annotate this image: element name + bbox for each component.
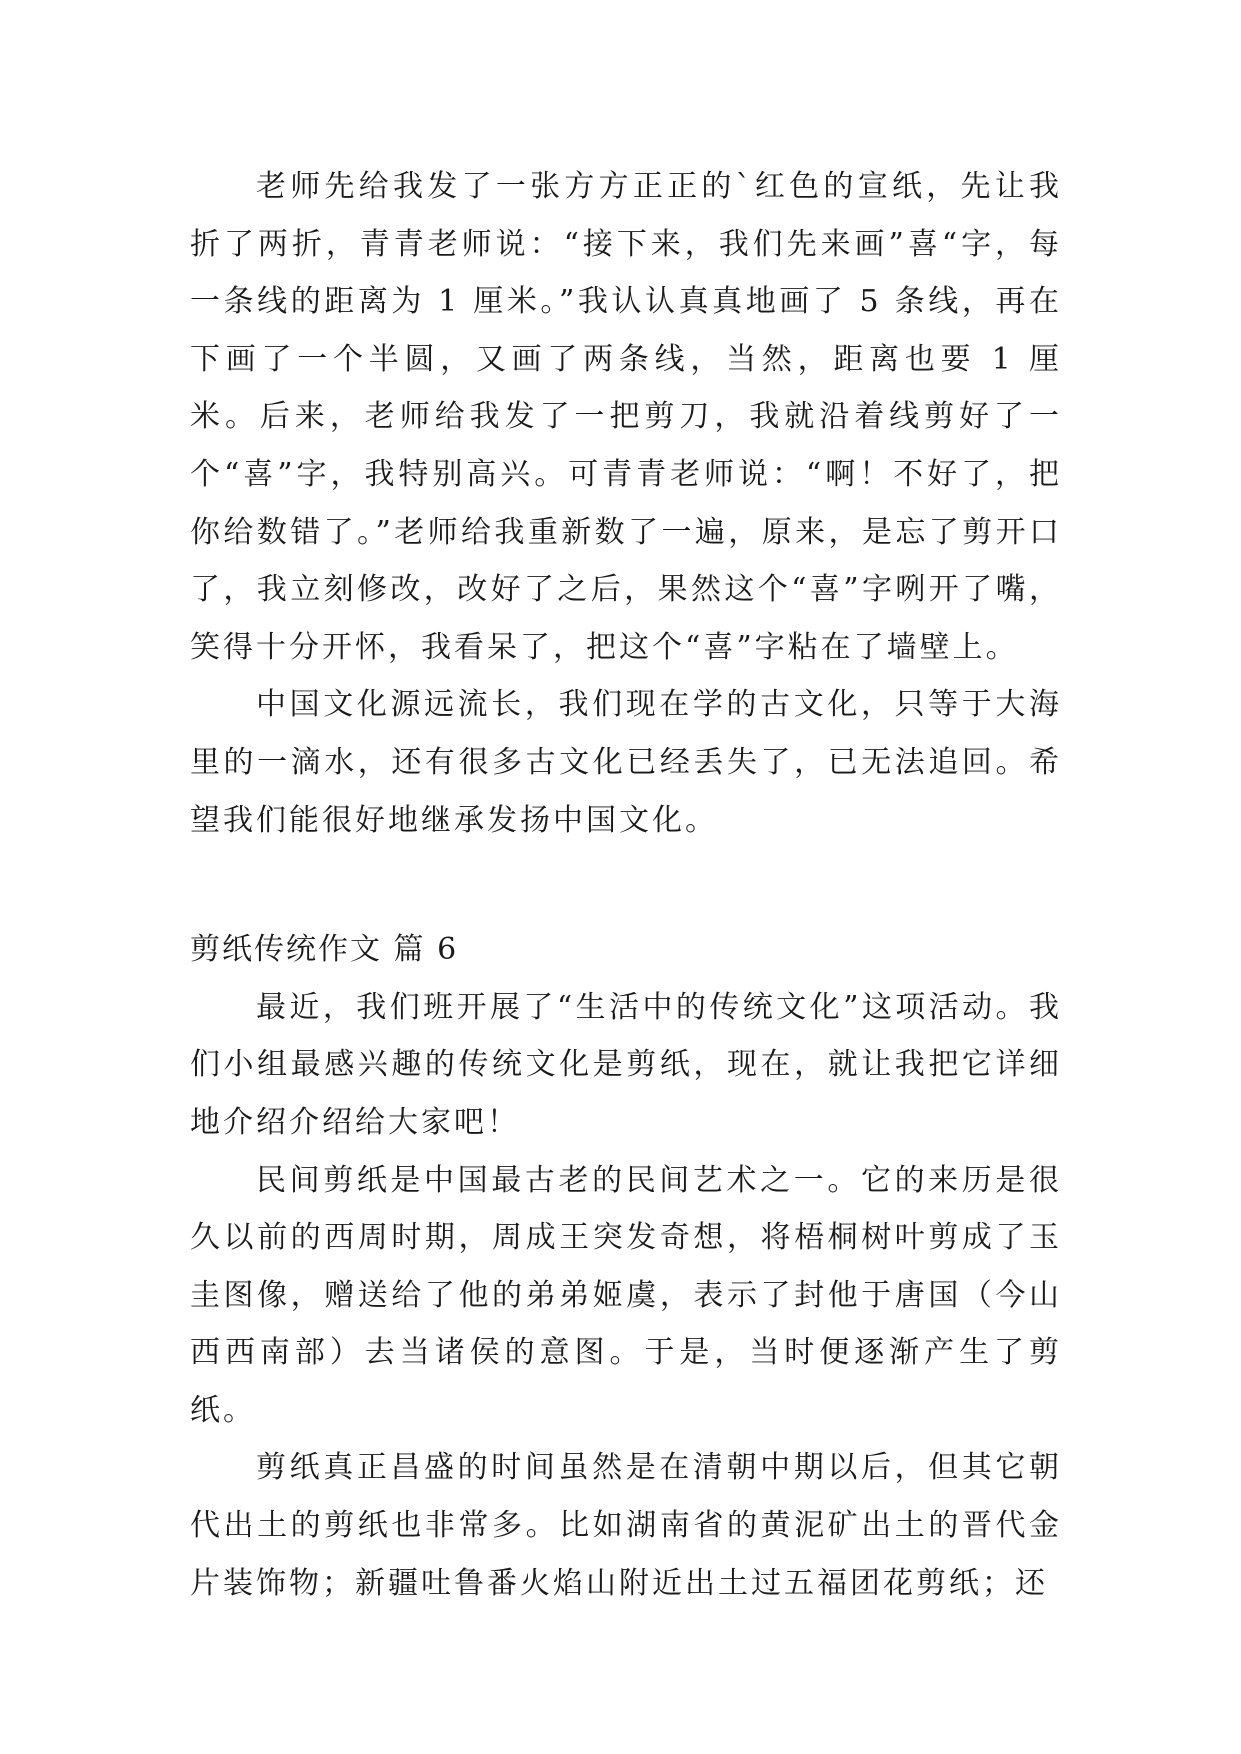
section-heading: 剪纸传统作文 篇 6 (190, 932, 459, 968)
paragraph-chinese-culture: 中国文化源远流长，我们现在学的古文化，只等于大海里的一滴水，还有很多古文化已经丢失了，已无法追回。希望我们能很好地继承发扬中国文化。 (190, 687, 1062, 838)
paragraph-paper-cutting-story: 老师先给我发了一张方方正正的`红色的宣纸，先让我折了两折，青青老师说：“接下来，我们先来画”喜“字，每一条线的距离为 1 厘米。”我认认真真地画了 5 条线，再在下画了一个半圆，又画了两条线，当然，距离也要 1 厘米。后来，老师给我发了一把剪刀，我就沿着线剪好了一个“喜”字，我特别高兴。可青青老师说：“啊！不好了，把你给数错了。”老师给我重新数了一遍，原来，是忘了剪开口了，我立刻修改，改好了之后，果然这个“喜”字咧开了嘴，笑得十分开怀，我看呆了，把这个“喜”字粘在了墙壁上。 (190, 169, 1062, 665)
paragraph-paper-cutting-dynasties: 剪纸真正昌盛的时间虽然是在清朝中期以后，但其它朝代出土的剪纸也非常多。比如湖南省的黄泥矿出土的晋代金片装饰物；新疆吐鲁番火焰山附近出土过五福团花剪纸；还 (190, 1450, 1062, 1601)
paragraph-activity-intro: 最近，我们班开展了“生活中的传统文化”这项活动。我们小组最感兴趣的传统文化是剪纸，现在，就让我把它详细地介绍介绍给大家吧！ (190, 989, 1062, 1140)
paragraph-paper-cutting-history: 民间剪纸是中国最古老的民间艺术之一。它的来历是很久以前的西周时期，周成王突发奇想，将梧桐树叶剪成了玉圭图像，赠送给了他的弟弟姬虞，表示了封他于唐国（今山西西南部）去当诸侯的意图。于是，当时便逐渐产生了剪纸。 (190, 1162, 1062, 1428)
document-body (190, 158, 1062, 1612)
